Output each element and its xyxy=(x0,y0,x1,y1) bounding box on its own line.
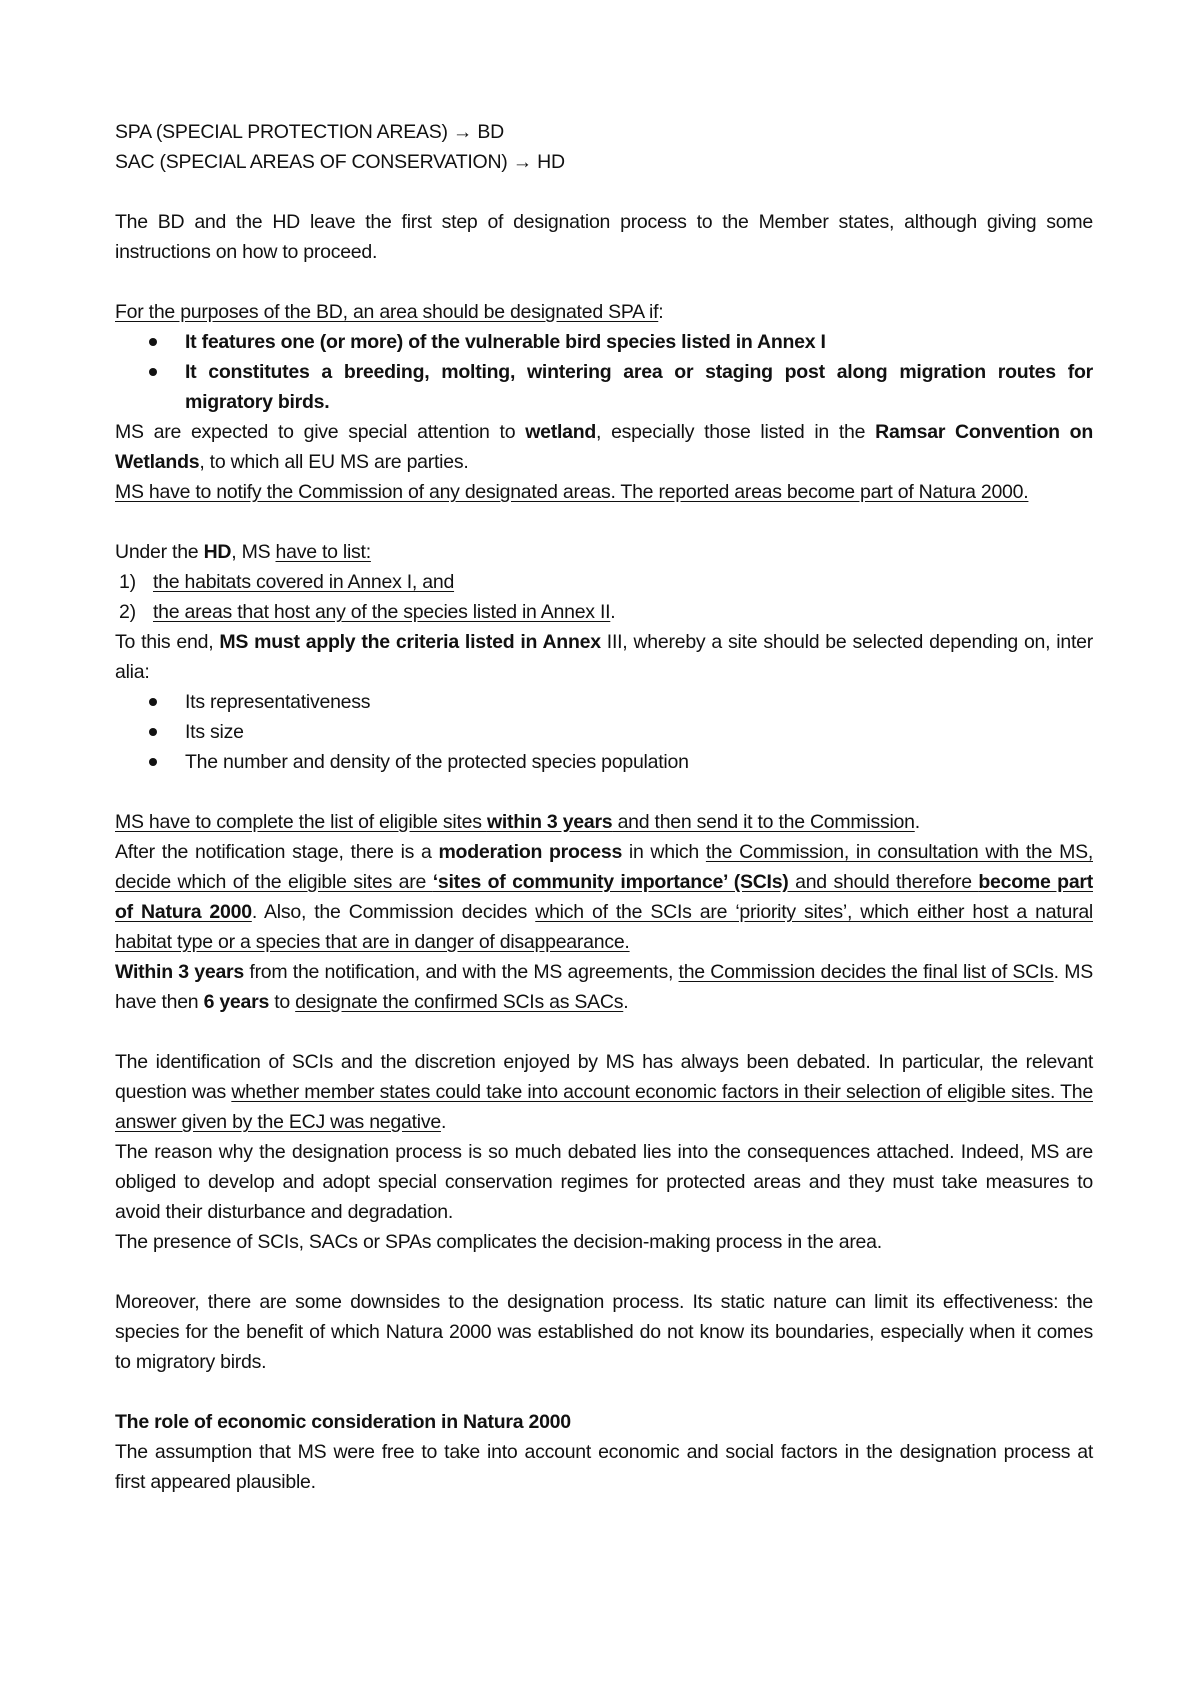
final-list-paragraph: Within 3 years from the notification, and with the MS agreements, the Commission decides the final list of SCIs. MS have then 6 years to designate the confirmed SCIs as SACs. xyxy=(115,961,1093,1013)
wetland-paragraph: MS are expected to give special attention to wetland, especially those listed in the Ramsar Convention on Wetlands, to which all EU MS are parties. xyxy=(115,421,1093,473)
economic-paragraph: The assumption that MS were free to take into account economic and social factors in the designation process at first appeared plausible. xyxy=(115,1441,1093,1493)
presence-paragraph: The presence of SCIs, SACs or SPAs complicates the decision-making process in the area. xyxy=(115,1231,882,1253)
right-arrow-icon: → xyxy=(512,151,532,173)
moderation-paragraph: After the notification stage, there is a moderation process in which the Commission, in consultation with the MS, decide which of the eligible sites are ‘sites of community importance’ (SCIs) and should therefore become part of Natura 2000. Also, the Commission decides which of the SCIs are ‘priority sites’, which either host a natural habitat type or a species that are in danger of disappearance. xyxy=(115,841,1093,953)
criteria-paragraph: To this end, MS must apply the criteria listed in Annex III, whereby a site should be selected depending on, inter alia: xyxy=(115,631,1093,683)
bd-heading: For the purposes of the BD, an area should be designated SPA if: xyxy=(115,301,664,323)
sac-line: SAC (SPECIAL AREAS OF CONSERVATION) → HD xyxy=(115,151,565,173)
list-item: 1) the habitats covered in Annex I, and xyxy=(119,571,455,593)
spa-line: SPA (SPECIAL PROTECTION AREAS) → BD xyxy=(115,121,504,143)
list-item: Its size xyxy=(185,717,1093,747)
hd-heading: Under the HD, MS have to list: xyxy=(115,541,371,563)
list-item: The number and density of the protected species population xyxy=(185,747,1093,777)
consequences-paragraph: The reason why the designation process is so much debated lies into the consequences attached. Indeed, MS are obliged to develop and adopt special conservation regimes for protected areas and they must take measures to avoid their disturbance and degradation. xyxy=(115,1141,1093,1223)
hd-criteria-list xyxy=(115,687,1093,777)
section-heading: The role of economic consideration in Natura 2000 xyxy=(115,1411,571,1433)
list-item: Its representativeness xyxy=(185,687,1093,717)
list-item: It features one (or more) of the vulnerable bird species listed in Annex I xyxy=(185,327,1093,357)
intro-paragraph: The BD and the HD leave the first step of designation process to the Member states, although giving some instructions on how to proceed. xyxy=(115,211,1093,263)
list-item: It constitutes a breeding, molting, wintering area or staging post along migration routes for migratory birds. xyxy=(185,357,1093,417)
document-body xyxy=(115,117,1093,1497)
bd-criteria-list xyxy=(115,327,1093,417)
notify-paragraph: MS have to notify the Commission of any designated areas. The reported areas become part of Natura 2000. xyxy=(115,481,1029,503)
right-arrow-icon: → xyxy=(452,121,473,143)
eligible-sites-paragraph: MS have to complete the list of eligible sites within 3 years and then send it to the Commission. xyxy=(115,811,920,833)
list-item: 2) the areas that host any of the species listed in Annex II. xyxy=(119,601,616,623)
downsides-paragraph: Moreover, there are some downsides to the designation process. Its static nature can limit its effectiveness: the species for the benefit of which Natura 2000 was established do not know its boundaries, especially when it comes to migratory birds. xyxy=(115,1291,1093,1373)
identification-paragraph: The identification of SCIs and the discretion enjoyed by MS has always been debated. In particular, the relevant question was whether member states could take into account economic factors in their selection of eligible sites. The answer given by the ECJ was negative. xyxy=(115,1051,1093,1133)
